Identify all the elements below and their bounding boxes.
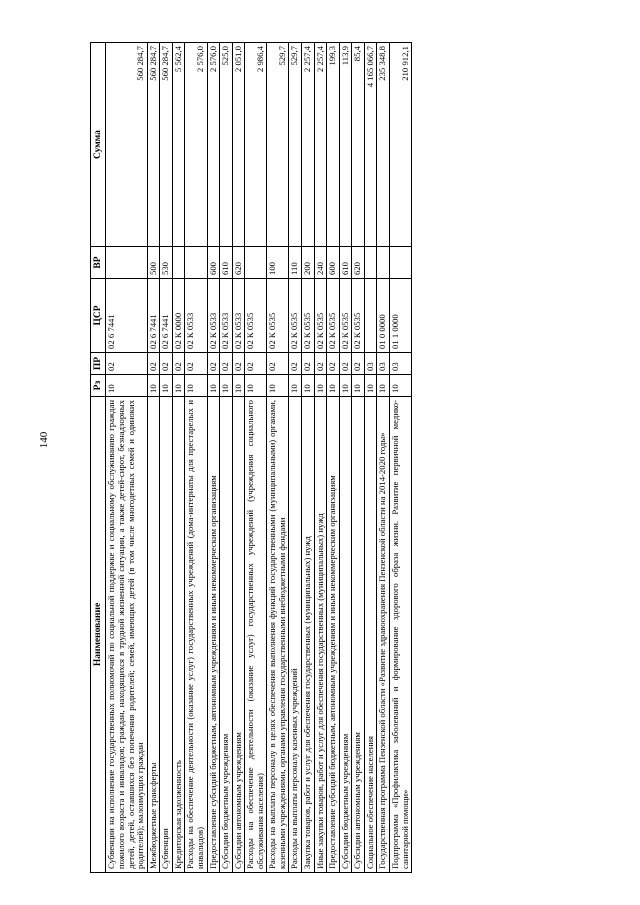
cell-rz: 10 xyxy=(352,375,365,397)
cell-sum: 85,4 xyxy=(352,43,365,247)
cell-sum: 4 165 066,7 xyxy=(364,43,377,247)
cell-pr: 02 xyxy=(339,353,352,375)
cell-pr: 02 xyxy=(172,353,185,375)
cell-sum: 529,7 xyxy=(289,43,302,247)
cell-csr: 02 К 0535 xyxy=(289,279,302,353)
cell-pr: 02 xyxy=(220,353,233,375)
table-row xyxy=(352,43,365,873)
cell-sum: 525,0 xyxy=(220,43,233,247)
cell-vr xyxy=(377,247,390,279)
cell-rz: 10 xyxy=(207,375,220,397)
table-row xyxy=(364,43,377,873)
cell-sum: 199,3 xyxy=(327,43,340,247)
cell-sum: 529,7 xyxy=(267,43,289,247)
cell-pr: 02 xyxy=(207,353,220,375)
cell-rz: 10 xyxy=(160,375,173,397)
cell-rz: 10 xyxy=(289,375,302,397)
cell-rz: 10 xyxy=(327,375,340,397)
cell-csr: 02 К 0533 xyxy=(185,279,207,353)
cell-name: Субсидии автономным учреждениям xyxy=(232,397,245,873)
cell-rz: 10 xyxy=(389,375,411,397)
cell-csr: 02 К 0000 xyxy=(172,279,185,353)
cell-rz: 10 xyxy=(147,375,160,397)
table-row xyxy=(160,43,173,873)
cell-pr: 03 xyxy=(389,353,411,375)
cell-vr: 200 xyxy=(302,247,315,279)
cell-rz: 10 xyxy=(377,375,390,397)
cell-name: Субвенции xyxy=(160,397,173,873)
budget-table xyxy=(90,42,412,873)
cell-sum: 2 576,0 xyxy=(207,43,220,247)
cell-pr: 02 xyxy=(302,353,315,375)
cell-pr: 02 xyxy=(327,353,340,375)
table-row xyxy=(289,43,302,873)
cell-name: Государственная программа Пензенской области «Развитие здравоохранения Пензенской области на 2014-2020 годы» xyxy=(377,397,390,873)
page-number: 140 xyxy=(38,431,50,449)
table-row xyxy=(106,43,147,873)
cell-pr: 03 xyxy=(364,353,377,375)
cell-vr: 610 xyxy=(339,247,352,279)
cell-vr xyxy=(106,247,147,279)
cell-pr: 02 xyxy=(160,353,173,375)
table-row xyxy=(207,43,220,873)
cell-pr: 02 xyxy=(314,353,327,375)
table-row xyxy=(185,43,207,873)
cell-sum: 560 284,7 xyxy=(106,43,147,247)
cell-pr: 02 xyxy=(185,353,207,375)
cell-sum: 2 051,0 xyxy=(232,43,245,247)
cell-name: Расходы на выплаты персоналу в целях обеспечения выполнения функций государственными (муниципальными) органами, казенными учреждениями, органами управления государственными внебюджетными фондами xyxy=(267,397,289,873)
cell-vr: 620 xyxy=(352,247,365,279)
cell-name: Иные закупки товаров, работ и услуг для обеспечения государственных (муниципальных) нужд xyxy=(314,397,327,873)
cell-csr: 01 0 0000 xyxy=(377,279,390,353)
cell-name: Предоставление субсидий бюджетным, автономным учреждениям и иным некоммерческим организациям xyxy=(327,397,340,873)
cell-rz: 10 xyxy=(339,375,352,397)
cell-pr: 02 xyxy=(232,353,245,375)
cell-rz: 10 xyxy=(232,375,245,397)
cell-rz: 10 xyxy=(106,375,147,397)
cell-pr: 02 xyxy=(245,353,267,375)
cell-vr: 110 xyxy=(289,247,302,279)
table-row xyxy=(147,43,160,873)
cell-csr: 02 К 0535 xyxy=(339,279,352,353)
rotated-page-content xyxy=(90,43,565,873)
cell-name: Предоставление субсидий бюджетным, автономным учреждениям и иным некоммерческим организациям xyxy=(207,397,220,873)
cell-csr: 02 6 7441 xyxy=(160,279,173,353)
cell-name: Расходы на обеспечение деятельности (оказание услуг) государственных учреждений (дома-интернаты для престарелых и инвалидов) xyxy=(185,397,207,873)
header-name: Наименование xyxy=(91,397,106,873)
cell-pr: 02 xyxy=(289,353,302,375)
cell-pr: 03 xyxy=(377,353,390,375)
cell-rz: 10 xyxy=(364,375,377,397)
cell-name: Кредиторская задолженность xyxy=(172,397,185,873)
header-rz: Рз xyxy=(91,375,106,397)
cell-pr: 02 xyxy=(267,353,289,375)
cell-sum: 560 284,7 xyxy=(160,43,173,247)
cell-csr xyxy=(364,279,377,353)
table-row xyxy=(327,43,340,873)
cell-vr xyxy=(389,247,411,279)
table-row xyxy=(339,43,352,873)
cell-csr: 02 6 7441 xyxy=(147,279,160,353)
cell-sum: 2 576,0 xyxy=(185,43,207,247)
cell-pr: 02 xyxy=(106,353,147,375)
cell-rz: 10 xyxy=(314,375,327,397)
cell-csr: 01 1 0000 xyxy=(389,279,411,353)
cell-vr: 500 xyxy=(147,247,160,279)
table-body xyxy=(106,43,412,873)
cell-csr: 02 К 0533 xyxy=(207,279,220,353)
cell-sum: 5 562,4 xyxy=(172,43,185,247)
cell-vr xyxy=(245,247,267,279)
table-row xyxy=(267,43,289,873)
cell-sum: 560 284,7 xyxy=(147,43,160,247)
cell-name: Закупка товаров, работ и услуг для обеспечения государственных (муниципальных) нужд xyxy=(302,397,315,873)
cell-rz: 10 xyxy=(220,375,233,397)
table-row xyxy=(314,43,327,873)
table-row xyxy=(389,43,411,873)
cell-name: Социальное обеспечение населения xyxy=(364,397,377,873)
table-row xyxy=(232,43,245,873)
cell-pr: 02 xyxy=(352,353,365,375)
cell-rz: 10 xyxy=(302,375,315,397)
cell-vr xyxy=(364,247,377,279)
cell-name: Субсидии автономным учреждениям xyxy=(352,397,365,873)
header-sum: Сумма xyxy=(91,43,106,247)
cell-name: Субвенции на исполнение государственных полномочий по социальной поддержке и социальному обслуживанию граждан пожилого возраста и инвалидов; граждан, находящихся в трудной жизненной ситуации, а также детей-сирот, безнадзорных детей, детей, оставшихся без попечения родителей; семей, имеющих детей (в том числе многодетных семей и одиноких родителей); малоимущих граждан xyxy=(106,397,147,873)
cell-vr: 100 xyxy=(267,247,289,279)
cell-vr: 600 xyxy=(327,247,340,279)
cell-sum: 235 348,8 xyxy=(377,43,390,247)
table-row xyxy=(220,43,233,873)
cell-csr: 02 К 0533 xyxy=(220,279,233,353)
table-row xyxy=(377,43,390,873)
cell-name: Подпрограмма «Профилактика заболеваний и формирование здорового образа жизни. Развитие первичной медико-санитарной помощи» xyxy=(389,397,411,873)
header-vr: ВР xyxy=(91,247,106,279)
table-header xyxy=(91,43,106,873)
cell-name: Субсидии бюджетным учреждениям xyxy=(339,397,352,873)
cell-sum: 2 986,4 xyxy=(245,43,267,247)
cell-csr: 02 К 0535 xyxy=(327,279,340,353)
cell-csr: 02 К 0533 xyxy=(232,279,245,353)
cell-vr: 240 xyxy=(314,247,327,279)
cell-rz: 10 xyxy=(172,375,185,397)
cell-rz: 10 xyxy=(185,375,207,397)
header-row xyxy=(91,43,106,873)
cell-csr: 02 К 0535 xyxy=(302,279,315,353)
cell-vr xyxy=(172,247,185,279)
cell-sum: 2 257,4 xyxy=(302,43,315,247)
table-row xyxy=(302,43,315,873)
cell-name: Межбюджетные трансферты xyxy=(147,397,160,873)
cell-sum: 113,9 xyxy=(339,43,352,247)
cell-csr: 02 К 0535 xyxy=(245,279,267,353)
cell-rz: 10 xyxy=(267,375,289,397)
cell-csr: 02 6 7441 xyxy=(106,279,147,353)
cell-vr: 530 xyxy=(160,247,173,279)
cell-csr: 02 К 0535 xyxy=(314,279,327,353)
cell-rz: 10 xyxy=(245,375,267,397)
cell-pr: 02 xyxy=(147,353,160,375)
header-csr: ЦСР xyxy=(91,279,106,353)
cell-vr: 600 xyxy=(207,247,220,279)
cell-sum: 210 912,1 xyxy=(389,43,411,247)
cell-vr: 620 xyxy=(232,247,245,279)
cell-name: Расходы на выплаты персоналу казенных учреждений xyxy=(289,397,302,873)
cell-sum: 2 257,4 xyxy=(314,43,327,247)
header-pr: ПР xyxy=(91,353,106,375)
cell-csr: 02 К 0535 xyxy=(267,279,289,353)
cell-name: Расходы на обеспечение деятельности (оказание услуг) государственных учреждений (учреждения социального обслуживания населения) xyxy=(245,397,267,873)
cell-csr: 02 К 0535 xyxy=(352,279,365,353)
cell-vr xyxy=(185,247,207,279)
cell-name: Субсидии бюджетным учреждениям xyxy=(220,397,233,873)
cell-vr: 610 xyxy=(220,247,233,279)
table-row xyxy=(172,43,185,873)
table-row xyxy=(245,43,267,873)
